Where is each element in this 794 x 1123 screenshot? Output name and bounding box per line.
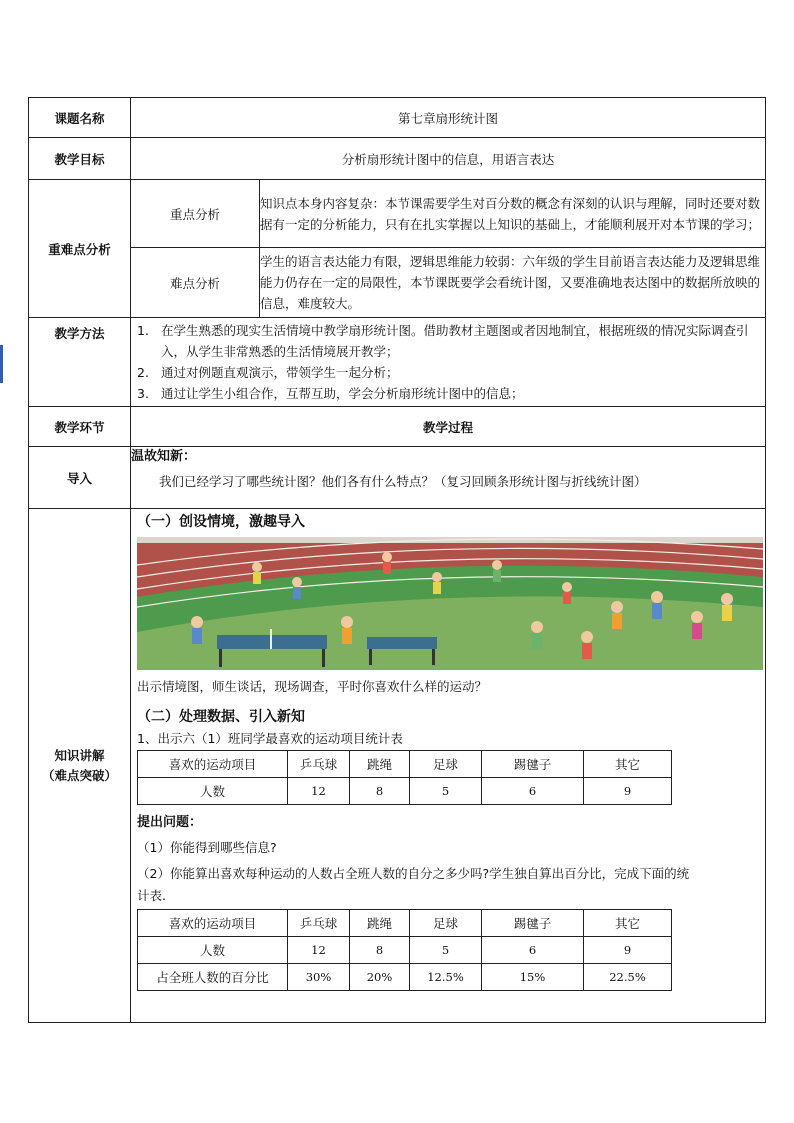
scene-caption: 出示情境图，师生谈话，现场调查，平时你喜欢什么样的运动？	[137, 679, 488, 694]
table-header-cell: 足球	[410, 751, 482, 778]
method-text: 通过对例题直观演示，带领学生一起分析；	[161, 365, 399, 380]
table-row	[138, 910, 672, 937]
table-header-cell: 跳绳	[350, 751, 410, 778]
objective-text: 分析扇形统计图中的信息，用语言表达	[131, 138, 766, 180]
table-cell: 5	[410, 778, 482, 805]
intro-cell	[131, 447, 766, 509]
method-list	[131, 318, 765, 406]
table-cell: 12.5%	[410, 964, 482, 991]
method-number: 3.	[137, 386, 149, 401]
objective-label: 教学目标	[29, 138, 131, 180]
sports-count-table	[137, 750, 672, 805]
method-text: 在学生熟悉的现实生活情境中教学扇形统计图。借助教材主题图或者因地制宜，根据班级的情况实际调查引入，从学生非常熟悉的生活情境展开教学；	[161, 323, 749, 359]
stage-label: 教学环节	[29, 407, 131, 447]
method-label: 教学方法	[29, 318, 131, 407]
lesson-plan-table	[28, 97, 766, 1023]
table-row	[138, 778, 672, 805]
row-label: 人数	[138, 937, 288, 964]
sports-scene-image	[137, 537, 763, 670]
table-cell: 12	[288, 937, 350, 964]
table-header-cell: 乒乓球	[288, 751, 350, 778]
table-cell: 9	[584, 778, 672, 805]
table-header-cell: 踢毽子	[482, 910, 584, 937]
table1-intro: 1、出示六（1）班同学最喜欢的运动项目统计表	[137, 731, 403, 746]
table-row	[138, 751, 672, 778]
table-cell: 20%	[350, 964, 410, 991]
knowledge-sublabel: （难点突破）	[41, 767, 117, 783]
table-header-cell: 踢毽子	[482, 751, 584, 778]
table-cell: 15%	[482, 964, 584, 991]
question-2-line2: 计表.	[137, 888, 166, 903]
process-label: 教学过程	[131, 407, 766, 447]
table-cell: 30%	[288, 964, 350, 991]
key-point-text: 知识点本身内容复杂：本节课需要学生对百分数的概念有深刻的认识与理解，同时还要对数据有一定的分析能力，只有在扎实掌握以上知识的基础上，才能顺利展开对本节课的学习；	[260, 180, 766, 248]
intro-title: 温故知新：	[131, 449, 197, 464]
table-header-cell: 其它	[584, 910, 672, 937]
table-header-cell: 喜欢的运动项目	[138, 910, 288, 937]
row-label: 人数	[138, 778, 288, 805]
question-1: （1）你能得到哪些信息?	[137, 840, 277, 855]
table-cell: 8	[350, 937, 410, 964]
table-cell: 12	[288, 778, 350, 805]
method-number: 1.	[137, 323, 149, 338]
question-title: 提出问题：	[137, 815, 203, 830]
section2-title: （二）处理数据、引入新知	[137, 709, 305, 725]
table-cell: 6	[482, 937, 584, 964]
method-text: 通过让学生小组合作，互帮互助，学会分析扇形统计图中的信息；	[161, 386, 524, 401]
knowledge-label: 知识讲解	[54, 747, 105, 763]
table-cell: 6	[482, 778, 584, 805]
method-list-cell	[131, 318, 766, 407]
table-cell: 5	[410, 937, 482, 964]
table-cell: 22.5%	[584, 964, 672, 991]
hard-point-label: 难点分析	[131, 248, 260, 318]
course-name-label: 课题名称	[29, 98, 131, 138]
table-header-cell: 其它	[584, 751, 672, 778]
method-number: 2.	[137, 365, 149, 380]
intro-label: 导入	[29, 447, 131, 509]
method-item	[137, 362, 759, 383]
table-header-cell: 乒乓球	[288, 910, 350, 937]
question-2-line1: （2）你能算出喜欢每种运动的人数占全班人数的自分之多少吗?学生独自算出百分比，完成下面的统	[137, 866, 690, 881]
sports-percent-table	[137, 909, 672, 991]
hard-point-text: 学生的语言表达能力有限，逻辑思维能力较弱：六年级的学生目前语言表达能力及逻辑思维能力仍存在一定的局限性，本节课既要学会看统计图，又要准确地表达图中的数据所放映的信息，难度较大。	[260, 248, 766, 318]
method-item	[137, 383, 759, 404]
row-label: 占全班人数的百分比	[138, 964, 288, 991]
intro-text: 我们已经学习了哪些统计图？他们各有什么特点？（复习回顾条形统计图与折线统计图）	[159, 474, 647, 489]
course-name: 第七章扇形统计图	[131, 98, 766, 138]
page-margin-marker	[0, 345, 3, 383]
table-row	[138, 964, 672, 991]
table-header-cell: 跳绳	[350, 910, 410, 937]
table-header-cell: 足球	[410, 910, 482, 937]
knowledge-cell	[131, 509, 766, 1023]
key-point-label: 重点分析	[131, 180, 260, 248]
table-cell: 8	[350, 778, 410, 805]
knowledge-label-cell	[29, 509, 131, 1023]
section1-title: （一）创设情境，激趣导入	[137, 514, 305, 530]
table-row	[138, 937, 672, 964]
table-header-cell: 喜欢的运动项目	[138, 751, 288, 778]
method-item	[137, 320, 759, 362]
difficulty-label: 重难点分析	[29, 180, 131, 318]
table-cell: 9	[584, 937, 672, 964]
